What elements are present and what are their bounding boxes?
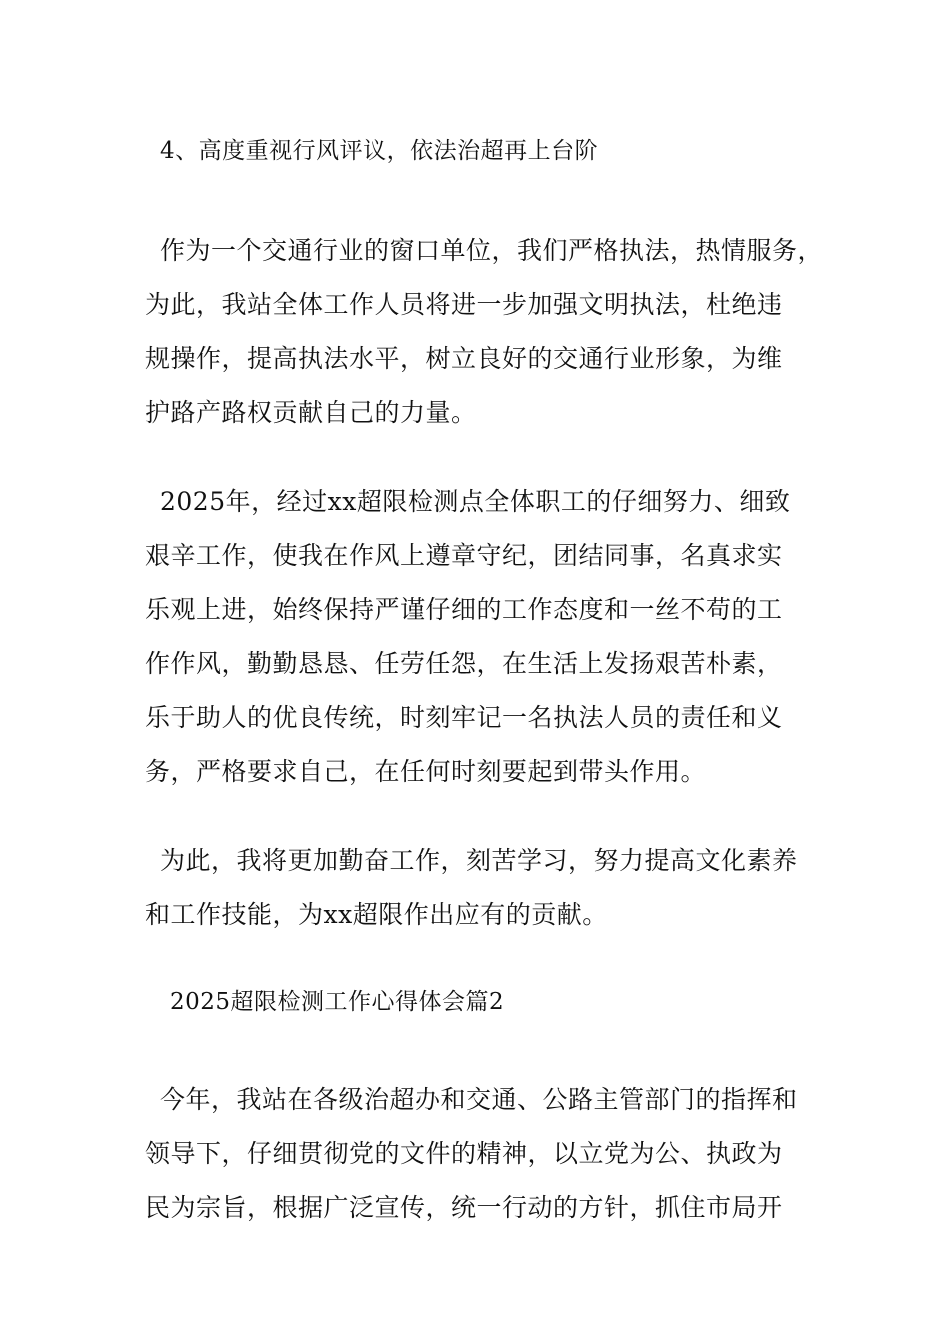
paragraph-line: 为此，我将更加勤奋工作，刻苦学习，努力提高文化素养 [160, 846, 798, 875]
paragraph-line: 领导下，仔细贯彻党的文件的精神，以立党为公、执政为 [145, 1139, 783, 1168]
section-heading: 2025超限检测工作心得体会篇2 [170, 989, 505, 1015]
section-heading: 4、高度重视行风评议，依法治超再上台阶 [160, 138, 599, 164]
paragraph-line: 乐观上进，始终保持严谨仔细的工作态度和一丝不苟的工 [145, 595, 783, 624]
paragraph-line: 2025年，经过xx超限检测点全体职工的仔细努力、细致 [160, 487, 791, 516]
paragraph-line: 作作风，勤勤恳恳、任劳任怨，在生活上发扬艰苦朴素， [145, 649, 783, 678]
paragraph-line: 作为一个交通行业的窗口单位，我们严格执法，热情服务， [160, 236, 824, 265]
paragraph-line: 务，严格要求自己，在任何时刻要起到带头作用。 [145, 757, 707, 786]
paragraph-line: 今年，我站在各级治超办和交通、公路主管部门的指挥和 [160, 1085, 798, 1114]
paragraph-line: 规操作，提高执法水平，树立良好的交通行业形象，为维 [145, 344, 783, 373]
paragraph-line: 为此，我站全体工作人员将进一步加强文明执法，杜绝违 [145, 290, 783, 319]
paragraph-line: 民为宗旨，根据广泛宣传，统一行动的方针，抓住市局开 [145, 1193, 783, 1222]
paragraph-line: 乐于助人的优良传统，时刻牢记一名执法人员的责任和义 [145, 703, 783, 732]
paragraph-line: 和工作技能，为xx超限作出应有的贡献。 [145, 900, 608, 929]
paragraph-line: 护路产路权贡献自己的力量。 [145, 398, 477, 427]
paragraph-line: 艰辛工作，使我在作风上遵章守纪，团结同事，名真求实 [145, 541, 783, 570]
